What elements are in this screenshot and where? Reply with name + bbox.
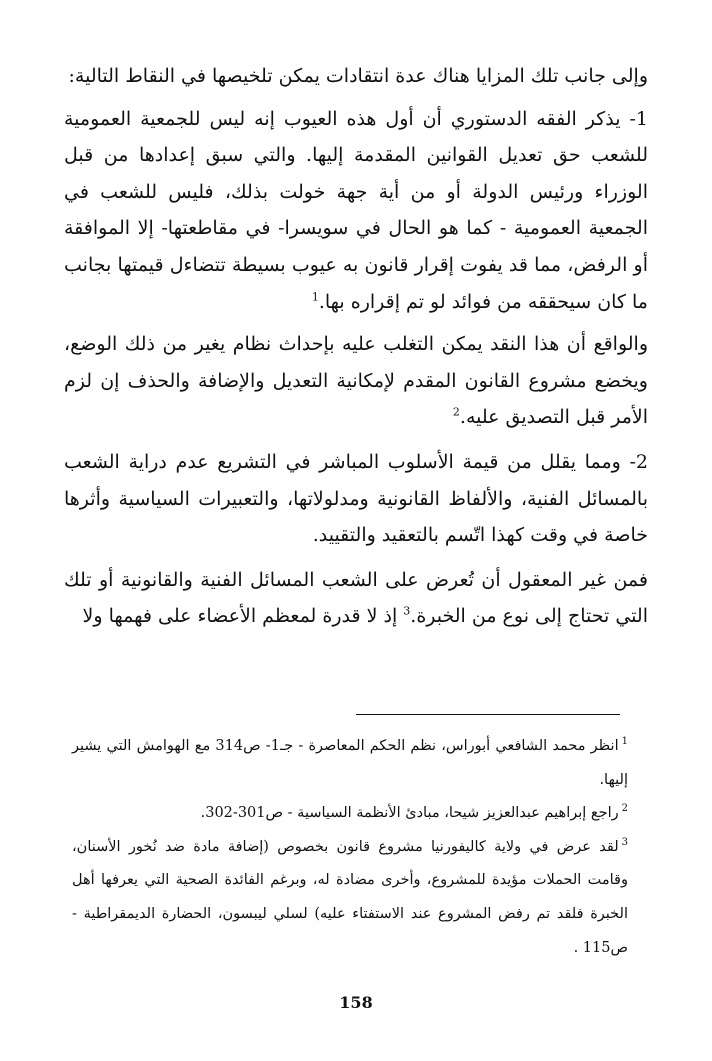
body-text: [64, 58, 648, 641]
footnote-ref-3: 3: [403, 604, 411, 618]
paragraph-expertise: [64, 562, 648, 635]
footnote-3-number: 3: [621, 836, 628, 848]
paragraph-rebuttal-text: والواقع أن هذا النقد يمكن التغلب عليه بإحداث نظام يغير من ذلك الوضع، ويخضع مشروع القانون المقدم لإمكانية التعديل والإضافة والحذف إن لزم الأمر قبل التصديق عليه.: [64, 333, 648, 429]
footnote-3-text: لقد عرض في ولاية كاليفورنيا مشروع قانون بخصوص (إضافة مادة ضد نُخور الأسنان، وقامت الحملات مؤيدة للمشروع، وأخرى مضادة له، وبرغم الفائدة الصحية التي يعرفها أهل الخبرة فلقد تم رفض المشروع عند الاستفتاء عليه) لسلي ليبسون، الحضارة الديمقراطية - ص115 .: [72, 838, 628, 956]
paragraph-expertise-text-a: فمن غير المعقول أن تُعرض على الشعب المسائل الفنية والقانونية أو تلك التي تحتاج إلى نوع من الخبرة.: [64, 568, 648, 628]
paragraph-criticism-2: [64, 444, 648, 554]
footnote-separator: [356, 714, 620, 715]
paragraph-criticism-1-text: 1- يذكر الفقه الدستوري أن أول هذه العيوب إنه ليس للجمعية العمومية للشعب حق تعديل القوانين المقدمة إليها. والتي سبق إعدادها من قبل الوزراء ورئيس الدولة أو من أية جهة خولت بذلك، فليس للشعب في الجمعية العمومية - كما هو الحال في سويسرا- في مقاطعتها- إلا الموافقة أو الرفض، مما قد يفوت إقرار قانون به عيوب بسيطة تتضاءل قيمتها بجانب ما كان سيحققه من فوائد لو تم إقراره بها.: [64, 107, 648, 313]
paragraph-intro-text: وإلى جانب تلك المزايا هناك عدة انتقادات يمكن تلخيصها في النقاط التالية:: [68, 65, 648, 87]
footnote-ref-1: 1: [311, 290, 319, 304]
footnote-2-text: راجع إبراهيم عبدالعزيز شيحا، مبادئ الأنظمة السياسية - ص301-302.: [200, 805, 619, 822]
footnote-1: [72, 730, 628, 797]
paragraph-intro: [64, 58, 648, 95]
paragraph-expertise-text-b: إذ لا قدرة لمعظم الأعضاء على فهمها ولا: [82, 605, 398, 628]
paragraph-criticism-2-text: 2- ومما يقلل من قيمة الأسلوب المباشر في التشريع عدم دراية الشعب بالمسائل الفنية، والألفاظ القانونية ومدلولاتها، والتعبيرات السياسية وأثرها خاصة في وقت كهذا اتّسم بالتعقيد والتقييد.: [64, 450, 648, 547]
footnotes: [72, 730, 628, 965]
footnote-1-text: انظر محمد الشافعي أبوراس، نظم الحكم المعاصرة - جـ1- ص314 مع الهوامش التي يشير إليها.: [72, 738, 628, 788]
footnote-1-number: 1: [621, 736, 629, 748]
paragraph-rebuttal: [64, 326, 648, 436]
footnote-2-number: 2: [621, 803, 628, 815]
page-number: 158: [339, 993, 373, 1012]
paragraph-criticism-1: [64, 101, 648, 321]
footnote-2: [72, 797, 628, 831]
footnote-3: [72, 831, 628, 965]
footnote-ref-2: 2: [452, 406, 460, 420]
